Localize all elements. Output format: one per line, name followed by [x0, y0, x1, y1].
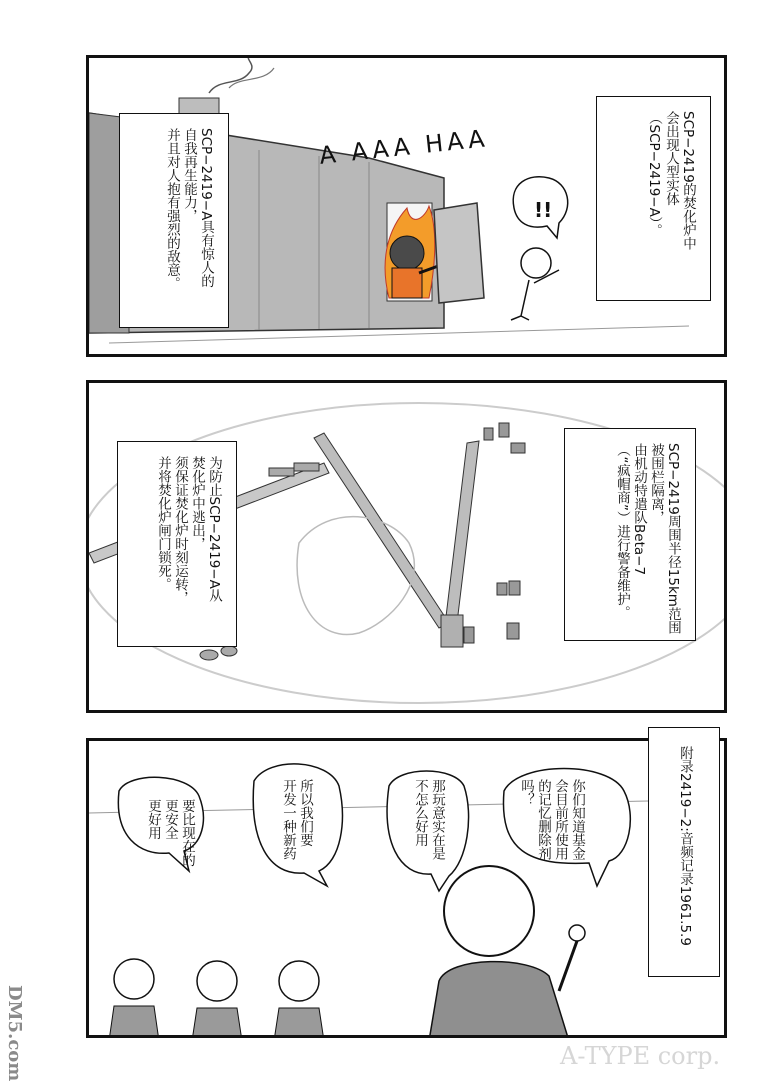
- scream-text: A AAA HAA: [318, 124, 490, 170]
- caption-box-entity: SCP−2419的焚化炉中 会出现人型实体 （SCP−2419−A）。: [596, 96, 711, 301]
- watermark-left: DM5.com: [4, 985, 25, 1082]
- audience: [109, 959, 324, 1038]
- speech-bubble-memory-drug: 你们知道基金 会目前所使用 的记忆删除剂 吗？: [518, 779, 585, 860]
- panel-meeting: [86, 738, 727, 1038]
- speech-bubble-not-good: 那玩意实在是 不怎么好用: [412, 779, 445, 860]
- exclamation-text: !!: [534, 198, 553, 222]
- speech-bubble-safer: 要比现在的 更安全 更好用: [145, 799, 195, 867]
- caption-box-containment: SCP−2419周围半径15km范围 被围栏隔离， 由机动特遣队Beta−7 （“疯帽商”）进行警备维护。: [564, 428, 696, 641]
- panel-fence: [86, 380, 727, 713]
- meeting-illustration: [89, 741, 727, 1038]
- caption-box-appendix: 附录2419−2:音频记录1961.5.9: [648, 727, 720, 977]
- speech-bubble-new-drug: 所以我们要 开发一种新药: [280, 779, 313, 860]
- panel-incinerator: [86, 55, 727, 357]
- caption-box-procedure: 为防止SCP−2419−A从 焚化炉中逃出， 须保证焚化炉时刻运转， 并将焚化炉闸门锁死。: [117, 441, 237, 647]
- caption-box-regeneration: SCP−2419−A具有惊人的 自我再生能力， 并且对人抱有强烈的敌意。: [119, 113, 229, 328]
- watermark-right: A-TYPE corp.: [560, 1042, 721, 1070]
